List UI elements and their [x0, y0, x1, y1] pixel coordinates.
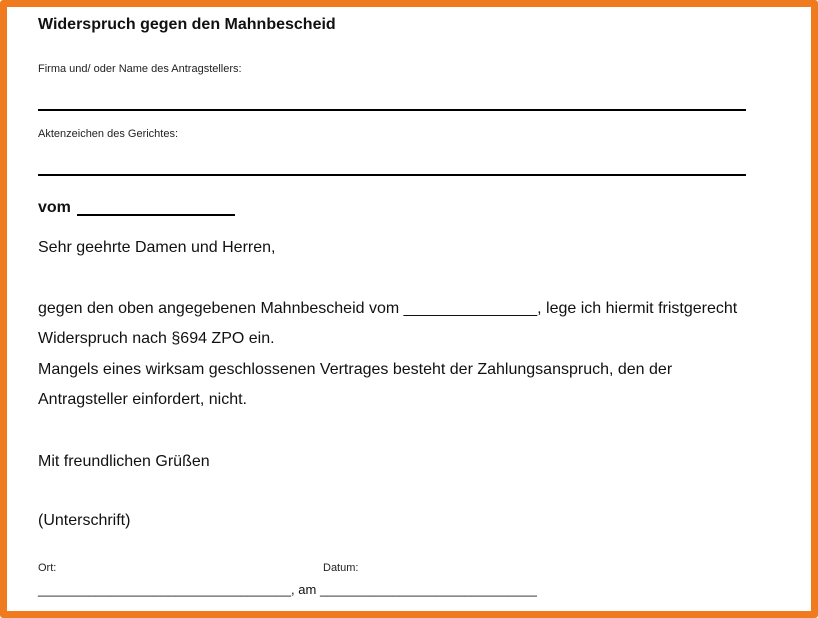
applicant-field-label: Firma und/ oder Name des Antragstellers:	[38, 63, 242, 75]
ort-datum-fill-line: ___________________________________, am ______________________________	[38, 582, 537, 597]
ort-label: Ort:	[38, 562, 57, 574]
vom-label: vom	[38, 199, 71, 216]
court-ref-field-line[interactable]	[38, 174, 746, 176]
paragraph-2-line-1: Mangels eines wirksam geschlossenen Vertrages besteht der Zahlungsanspruch, den der	[38, 361, 673, 378]
paragraph-1-line-1	[38, 300, 737, 318]
applicant-field-line[interactable]	[38, 109, 746, 111]
closing: Mit freundlichen Grüßen	[38, 453, 210, 470]
salutation: Sehr geehrte Damen und Herren,	[38, 239, 276, 256]
court-ref-field-label: Aktenzeichen des Gerichtes:	[38, 128, 179, 140]
paragraph-1-date-blank: _______________	[403, 300, 538, 317]
signature-placeholder: (Unterschrift)	[38, 512, 131, 529]
vom-date-line[interactable]	[77, 214, 235, 216]
paragraph-1-start: gegen den oben angegebenen Mahnbescheid vom	[38, 300, 404, 317]
paragraph-1-end: , lege ich hiermit fristgerecht	[537, 300, 738, 317]
datum-label: Datum:	[323, 562, 359, 574]
paragraph-1-line-2: Widerspruch nach §694 ZPO ein.	[38, 330, 275, 347]
document-title: Widerspruch gegen den Mahnbescheid	[38, 16, 336, 33]
paragraph-2-line-2: Antragsteller einfordert, nicht.	[38, 391, 247, 408]
